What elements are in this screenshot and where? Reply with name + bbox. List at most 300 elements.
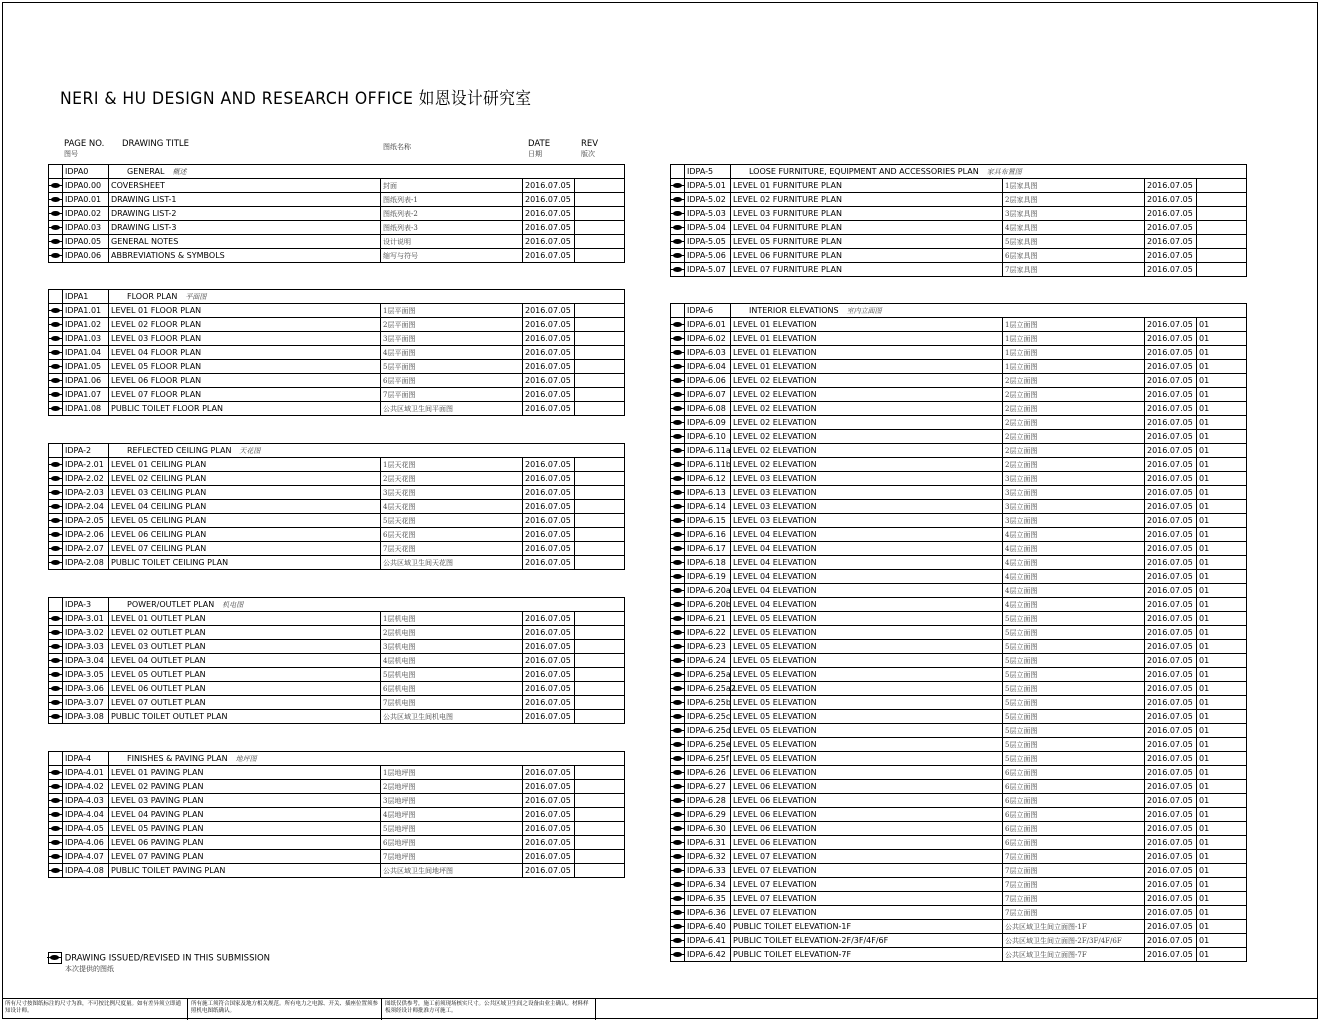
group-title xyxy=(109,290,625,304)
issued-marker-icon xyxy=(673,784,682,789)
drawing-title-cell: LEVEL 05 ELEVATION xyxy=(731,696,1003,710)
page-no-cell: IDPA-6.20a xyxy=(685,584,731,598)
row-marker xyxy=(49,332,63,346)
page-no-cell: IDPA-6.32 xyxy=(685,850,731,864)
row-marker xyxy=(671,710,685,724)
rev-cell: 01 xyxy=(1197,906,1247,920)
date-cell: 2016.07.05 xyxy=(1145,668,1197,682)
date-cell: 2016.07.05 xyxy=(523,780,575,794)
drawing-title-cell: LEVEL 07 PAVING PLAN xyxy=(109,850,381,864)
drawing-title-cell: LEVEL 07 ELEVATION xyxy=(731,850,1003,864)
rev-cell xyxy=(575,346,625,360)
drawing-title-cell: PUBLIC TOILET FLOOR PLAN xyxy=(109,402,381,416)
issued-marker-icon xyxy=(51,658,60,663)
drawing-title-cn-cell: 6层立面图 xyxy=(1003,822,1145,836)
table-row xyxy=(671,249,1247,263)
rev-cell: 01 xyxy=(1197,878,1247,892)
row-marker xyxy=(671,850,685,864)
date-cell: 2016.07.05 xyxy=(1145,640,1197,654)
sheet-group-idpa1 xyxy=(48,289,625,416)
table-row xyxy=(671,598,1247,612)
rev-cell: 01 xyxy=(1197,332,1247,346)
drawing-title-cn-cell: 6层机电图 xyxy=(381,682,523,696)
drawing-title-cn-cell: 5层立面图 xyxy=(1003,654,1145,668)
header-drawing-title-cn: 图纸名称 xyxy=(383,143,411,151)
drawing-title-cn-cell: 2层地坪图 xyxy=(381,780,523,794)
table-row xyxy=(671,724,1247,738)
issued-marker-icon xyxy=(673,448,682,453)
page-no-cell: IDPA-5.06 xyxy=(685,249,731,263)
table-row xyxy=(49,654,625,668)
group-header xyxy=(49,290,625,304)
issued-marker-icon xyxy=(51,392,60,397)
page-no-cell: IDPA1.07 xyxy=(63,388,109,402)
row-marker xyxy=(49,360,63,374)
drawing-title-cn-cell: 5层立面图 xyxy=(1003,626,1145,640)
row-marker xyxy=(49,179,63,193)
drawing-title-cn-cell: 5层立面图 xyxy=(1003,738,1145,752)
table-row xyxy=(49,626,625,640)
issued-marker-icon xyxy=(51,672,60,677)
rev-cell: 01 xyxy=(1197,780,1247,794)
drawing-title-cn-cell: 2层立面图 xyxy=(1003,402,1145,416)
rev-cell xyxy=(575,500,625,514)
drawing-title-cell: PUBLIC TOILET ELEVATION-1F xyxy=(731,920,1003,934)
table-row xyxy=(671,948,1247,962)
drawing-title-cell: LEVEL 06 FURNITURE PLAN xyxy=(731,249,1003,263)
table-row xyxy=(671,235,1247,249)
table-row xyxy=(671,346,1247,360)
date-cell: 2016.07.05 xyxy=(523,808,575,822)
date-cell: 2016.07.05 xyxy=(523,836,575,850)
issued-marker-icon xyxy=(673,924,682,929)
page-no-cell: IDPA-6.13 xyxy=(685,486,731,500)
drawing-title-cell: LEVEL 04 FURNITURE PLAN xyxy=(731,221,1003,235)
rev-cell: 01 xyxy=(1197,752,1247,766)
drawing-title-cell: LEVEL 07 ELEVATION xyxy=(731,878,1003,892)
page-no-cell: IDPA-6.02 xyxy=(685,332,731,346)
page-no-cell: IDPA0.05 xyxy=(63,235,109,249)
table-row xyxy=(671,179,1247,193)
drawing-title-cn-cell: 封面 xyxy=(381,179,523,193)
rev-cell xyxy=(575,556,625,570)
table-row xyxy=(671,500,1247,514)
table-row xyxy=(671,612,1247,626)
table-row xyxy=(49,696,625,710)
rev-cell: 01 xyxy=(1197,402,1247,416)
drawing-title-cn-cell: 1层地坪图 xyxy=(381,766,523,780)
date-cell: 2016.07.05 xyxy=(523,207,575,221)
row-marker xyxy=(671,794,685,808)
page-no-cell: IDPA1.05 xyxy=(63,360,109,374)
rev-cell xyxy=(575,458,625,472)
table-row xyxy=(671,640,1247,654)
issued-marker-icon xyxy=(673,938,682,943)
row-marker xyxy=(49,402,63,416)
row-marker xyxy=(49,626,63,640)
drawing-title-cn-cell: 3层天花图 xyxy=(381,486,523,500)
row-marker xyxy=(671,416,685,430)
group-title xyxy=(731,304,1247,318)
drawing-title-cn-cell: 2层立面图 xyxy=(1003,430,1145,444)
drawing-title-cell: LEVEL 05 PAVING PLAN xyxy=(109,822,381,836)
issued-marker-icon xyxy=(673,420,682,425)
page-no-cell: IDPA1.03 xyxy=(63,332,109,346)
issued-marker-icon xyxy=(673,770,682,775)
drawing-title-cn-cell: 5层立面图 xyxy=(1003,752,1145,766)
row-marker xyxy=(49,193,63,207)
rev-cell: 01 xyxy=(1197,934,1247,948)
row-marker xyxy=(671,654,685,668)
date-cell: 2016.07.05 xyxy=(523,654,575,668)
row-marker xyxy=(671,878,685,892)
issued-marker-icon xyxy=(50,955,59,960)
drawing-title-cell: LEVEL 07 OUTLET PLAN xyxy=(109,696,381,710)
drawing-title-cell: LEVEL 07 FURNITURE PLAN xyxy=(731,263,1003,277)
drawing-title-cell: LEVEL 01 OUTLET PLAN xyxy=(109,612,381,626)
page-no-cell: IDPA-4.06 xyxy=(63,836,109,850)
page-no-cell: IDPA-6.16 xyxy=(685,528,731,542)
issued-marker-icon xyxy=(673,239,682,244)
rev-cell: 01 xyxy=(1197,388,1247,402)
drawing-title-cell: LEVEL 02 ELEVATION xyxy=(731,430,1003,444)
rev-cell xyxy=(575,402,625,416)
group-header xyxy=(671,165,1247,179)
issued-marker-icon xyxy=(51,253,60,258)
row-marker xyxy=(49,458,63,472)
page-no-cell: IDPA-6.25a xyxy=(685,668,731,682)
date-cell: 2016.07.05 xyxy=(523,612,575,626)
page-no-cell: IDPA-6.25e xyxy=(685,738,731,752)
drawing-title-cell: LEVEL 01 FLOOR PLAN xyxy=(109,304,381,318)
page-no-cell: IDPA-5.04 xyxy=(685,221,731,235)
group-header xyxy=(49,752,625,766)
date-cell: 2016.07.05 xyxy=(1145,542,1197,556)
drawing-title-cell: LEVEL 03 FURNITURE PLAN xyxy=(731,207,1003,221)
drawing-title-cell: LEVEL 03 ELEVATION xyxy=(731,472,1003,486)
drawing-title-cell: LEVEL 06 ELEVATION xyxy=(731,822,1003,836)
page-no-cell: IDPA-3.06 xyxy=(63,682,109,696)
date-cell: 2016.07.05 xyxy=(1145,318,1197,332)
date-cell: 2016.07.05 xyxy=(1145,444,1197,458)
page-no-cell: IDPA-6.20b xyxy=(685,598,731,612)
row-marker xyxy=(49,850,63,864)
page-no-cell: IDPA-6.17 xyxy=(685,542,731,556)
page-no-cell: IDPA-6.12 xyxy=(685,472,731,486)
drawing-title-cn-cell: 5层立面图 xyxy=(1003,682,1145,696)
issued-marker-icon xyxy=(673,658,682,663)
group-name: INTERIOR ELEVATIONS xyxy=(749,305,839,315)
date-cell: 2016.07.05 xyxy=(523,388,575,402)
row-marker xyxy=(671,696,685,710)
table-row xyxy=(671,892,1247,906)
table-row xyxy=(49,668,625,682)
table-row xyxy=(671,584,1247,598)
drawing-title-cell: LEVEL 06 ELEVATION xyxy=(731,780,1003,794)
drawing-title-cell: ABBREVIATIONS & SYMBOLS xyxy=(109,249,381,263)
date-cell: 2016.07.05 xyxy=(1145,696,1197,710)
table-row xyxy=(49,193,625,207)
date-cell: 2016.07.05 xyxy=(1145,836,1197,850)
drawing-title-cn-cell: 5层机电图 xyxy=(381,668,523,682)
page-no-cell: IDPA-3.01 xyxy=(63,612,109,626)
issued-marker-icon xyxy=(673,672,682,677)
date-cell: 2016.07.05 xyxy=(1145,556,1197,570)
table-row xyxy=(671,878,1247,892)
page-title: NERI & HU DESIGN AND RESEARCH OFFICE 如恩设计研究室 xyxy=(60,89,532,109)
date-cell: 2016.07.05 xyxy=(1145,682,1197,696)
page-no-cell: IDPA-2.03 xyxy=(63,486,109,500)
rev-cell: 01 xyxy=(1197,668,1247,682)
date-cell: 2016.07.05 xyxy=(1145,808,1197,822)
drawing-title-cell: LEVEL 06 ELEVATION xyxy=(731,836,1003,850)
row-marker xyxy=(671,346,685,360)
date-cell: 2016.07.05 xyxy=(1145,374,1197,388)
page-no-cell: IDPA1.04 xyxy=(63,346,109,360)
table-row xyxy=(671,738,1247,752)
row-marker xyxy=(671,584,685,598)
issued-marker-icon xyxy=(673,253,682,258)
rev-cell xyxy=(575,221,625,235)
row-marker xyxy=(49,500,63,514)
rev-cell xyxy=(575,668,625,682)
row-marker xyxy=(671,598,685,612)
table-row xyxy=(49,528,625,542)
drawing-title-cn-cell: 1层立面图 xyxy=(1003,346,1145,360)
issued-marker-icon xyxy=(673,910,682,915)
date-cell: 2016.07.05 xyxy=(1145,878,1197,892)
table-row xyxy=(49,500,625,514)
page-no-cell: IDPA-6.36 xyxy=(685,906,731,920)
date-cell: 2016.07.05 xyxy=(1145,766,1197,780)
drawing-title-cn-cell: 7层立面图 xyxy=(1003,850,1145,864)
table-row xyxy=(671,486,1247,500)
drawing-title-cn-cell: 2层立面图 xyxy=(1003,458,1145,472)
page-no-cell: IDPA-4.08 xyxy=(63,864,109,878)
drawing-title-cn-cell: 7层平面图 xyxy=(381,388,523,402)
drawing-title-cn-cell: 缩写与符号 xyxy=(381,249,523,263)
drawing-title-cell: LEVEL 06 ELEVATION xyxy=(731,808,1003,822)
drawing-title-cell: LEVEL 06 PAVING PLAN xyxy=(109,836,381,850)
drawing-title-cn-cell: 3层地坪图 xyxy=(381,794,523,808)
table-row xyxy=(671,654,1247,668)
page-no-cell: IDPA0.02 xyxy=(63,207,109,221)
sheet-group-idpa-6 xyxy=(670,303,1247,962)
drawing-title-cell: LEVEL 04 ELEVATION xyxy=(731,570,1003,584)
drawing-title-cell: LEVEL 02 ELEVATION xyxy=(731,458,1003,472)
drawing-title-cell: LEVEL 03 ELEVATION xyxy=(731,514,1003,528)
drawing-title-cell: LEVEL 04 CEILING PLAN xyxy=(109,500,381,514)
issued-marker-icon xyxy=(51,378,60,383)
date-cell: 2016.07.05 xyxy=(523,514,575,528)
row-marker xyxy=(49,612,63,626)
issued-marker-icon xyxy=(673,714,682,719)
row-marker xyxy=(49,794,63,808)
issued-marker-icon xyxy=(673,183,682,188)
drawing-title-cn-cell: 6层地坪图 xyxy=(381,836,523,850)
issued-marker-icon xyxy=(673,392,682,397)
page-no-cell: IDPA-6.04 xyxy=(685,360,731,374)
issued-marker-icon xyxy=(673,322,682,327)
table-row xyxy=(49,304,625,318)
drawing-title-cell: LEVEL 02 ELEVATION xyxy=(731,444,1003,458)
rev-cell xyxy=(575,612,625,626)
row-marker xyxy=(49,486,63,500)
drawing-title-cell: LEVEL 02 ELEVATION xyxy=(731,416,1003,430)
drawing-title-cell: LEVEL 04 OUTLET PLAN xyxy=(109,654,381,668)
date-cell: 2016.07.05 xyxy=(1145,598,1197,612)
issued-marker-icon xyxy=(51,490,60,495)
drawing-title-cell: LEVEL 04 FLOOR PLAN xyxy=(109,346,381,360)
page-no-cell: IDPA-6.23 xyxy=(685,640,731,654)
issued-marker-icon xyxy=(51,854,60,859)
drawing-title-cell: PUBLIC TOILET OUTLET PLAN xyxy=(109,710,381,724)
date-cell: 2016.07.05 xyxy=(1145,920,1197,934)
group-name-cn: 家具布置图 xyxy=(986,167,1022,176)
table-row xyxy=(49,864,625,878)
drawing-title-cell: LEVEL 04 ELEVATION xyxy=(731,542,1003,556)
drawing-title-cn-cell: 图纸列表-1 xyxy=(381,193,523,207)
row-marker xyxy=(49,514,63,528)
page-no-cell: IDPA-6.25c xyxy=(685,710,731,724)
issued-marker-icon xyxy=(673,882,682,887)
group-id: IDPA0 xyxy=(63,165,109,179)
row-marker xyxy=(49,654,63,668)
drawing-title-cell: LEVEL 07 ELEVATION xyxy=(731,906,1003,920)
issued-marker-icon xyxy=(673,197,682,202)
row-marker xyxy=(49,235,63,249)
row-marker xyxy=(671,430,685,444)
date-cell: 2016.07.05 xyxy=(1145,892,1197,906)
table-row xyxy=(671,710,1247,724)
row-marker xyxy=(671,612,685,626)
page-no-cell: IDPA1.08 xyxy=(63,402,109,416)
page-no-cell: IDPA-4.05 xyxy=(63,822,109,836)
table-row xyxy=(671,934,1247,948)
rev-cell xyxy=(575,710,625,724)
table-row xyxy=(671,864,1247,878)
date-cell: 2016.07.05 xyxy=(1145,948,1197,962)
drawing-title-cell: LEVEL 06 CEILING PLAN xyxy=(109,528,381,542)
issued-marker-icon xyxy=(673,952,682,957)
drawing-title-cell: LEVEL 01 ELEVATION xyxy=(731,346,1003,360)
issued-marker-icon xyxy=(51,225,60,230)
footer-note-1: 所有尺寸按图纸标注的尺寸为准，不可按比例尺度量。如有差异须立即通知设计师。 xyxy=(2,999,188,1020)
page-no-cell: IDPA-6.10 xyxy=(685,430,731,444)
row-marker xyxy=(671,864,685,878)
drawing-title-cn-cell: 公共区域卫生间立面图-7F xyxy=(1003,948,1145,962)
rev-cell: 01 xyxy=(1197,808,1247,822)
sheet-group-idpa-2 xyxy=(48,443,625,570)
page-no-cell: IDPA-6.06 xyxy=(685,374,731,388)
date-cell: 2016.07.05 xyxy=(1145,584,1197,598)
date-cell: 2016.07.05 xyxy=(523,850,575,864)
table-row xyxy=(49,850,625,864)
row-marker xyxy=(671,235,685,249)
group-name-cn: 室内立面图 xyxy=(846,306,882,315)
page-no-cell: IDPA-6.31 xyxy=(685,836,731,850)
drawing-title-cn-cell: 5层家具图 xyxy=(1003,235,1145,249)
row-marker xyxy=(49,346,63,360)
page-no-cell: IDPA-6.26 xyxy=(685,766,731,780)
drawing-title-cn-cell: 2层天花图 xyxy=(381,472,523,486)
rev-cell: 01 xyxy=(1197,374,1247,388)
drawing-title-cn-cell: 3层立面图 xyxy=(1003,472,1145,486)
page-no-cell: IDPA-3.07 xyxy=(63,696,109,710)
rev-cell: 01 xyxy=(1197,346,1247,360)
row-marker xyxy=(671,752,685,766)
drawing-title-cell: LEVEL 02 CEILING PLAN xyxy=(109,472,381,486)
rev-cell: 01 xyxy=(1197,892,1247,906)
row-marker xyxy=(671,500,685,514)
table-row xyxy=(671,514,1247,528)
row-marker xyxy=(49,682,63,696)
group-name: POWER/OUTLET PLAN xyxy=(127,599,215,609)
drawing-title-cell: LEVEL 01 ELEVATION xyxy=(731,318,1003,332)
drawing-title-cell: LEVEL 01 ELEVATION xyxy=(731,332,1003,346)
rev-cell: 01 xyxy=(1197,444,1247,458)
page-no-cell: IDPA-6.27 xyxy=(685,780,731,794)
date-cell: 2016.07.05 xyxy=(523,332,575,346)
drawing-title-cn-cell: 7层机电图 xyxy=(381,696,523,710)
drawing-title-cn-cell: 5层立面图 xyxy=(1003,696,1145,710)
table-row xyxy=(671,850,1247,864)
issued-marker-icon xyxy=(51,322,60,327)
drawing-title-cn-cell: 1层机电图 xyxy=(381,612,523,626)
page-no-cell: IDPA-6.22 xyxy=(685,626,731,640)
page-no-cell: IDPA-5.01 xyxy=(685,179,731,193)
table-row xyxy=(671,822,1247,836)
rev-cell: 01 xyxy=(1197,654,1247,668)
page-no-cell: IDPA-6.08 xyxy=(685,402,731,416)
rev-cell xyxy=(575,528,625,542)
table-row xyxy=(49,486,625,500)
row-marker xyxy=(671,724,685,738)
drawing-title-cn-cell: 6层天花图 xyxy=(381,528,523,542)
drawing-title-cell: DRAWING LIST-3 xyxy=(109,221,381,235)
row-marker xyxy=(49,221,63,235)
date-cell: 2016.07.05 xyxy=(1145,724,1197,738)
date-cell: 2016.07.05 xyxy=(1145,388,1197,402)
date-cell: 2016.07.05 xyxy=(523,221,575,235)
rev-cell: 01 xyxy=(1197,430,1247,444)
table-row xyxy=(671,332,1247,346)
issued-marker-icon xyxy=(673,896,682,901)
rev-cell xyxy=(575,179,625,193)
date-cell: 2016.07.05 xyxy=(1145,458,1197,472)
drawing-title-cell: LEVEL 06 ELEVATION xyxy=(731,794,1003,808)
drawing-title-cell: PUBLIC TOILET PAVING PLAN xyxy=(109,864,381,878)
rev-cell: 01 xyxy=(1197,682,1247,696)
rev-cell xyxy=(575,654,625,668)
issued-marker-icon xyxy=(673,364,682,369)
date-cell: 2016.07.05 xyxy=(1145,626,1197,640)
drawing-title-cn-cell: 5层立面图 xyxy=(1003,640,1145,654)
issued-marker-icon xyxy=(51,770,60,775)
drawing-title-cn-cell: 图纸列表-2 xyxy=(381,207,523,221)
table-row xyxy=(49,542,625,556)
drawing-title-cn-cell: 1层立面图 xyxy=(1003,318,1145,332)
drawing-title-cn-cell: 6层平面图 xyxy=(381,374,523,388)
page-no-cell: IDPA-6.14 xyxy=(685,500,731,514)
page-no-cell: IDPA-6.25a2 xyxy=(685,682,731,696)
date-cell: 2016.07.05 xyxy=(523,346,575,360)
group-id: IDPA-4 xyxy=(63,752,109,766)
drawing-title-cell: LEVEL 03 FLOOR PLAN xyxy=(109,332,381,346)
header-page-no: PAGE NO. 图号 xyxy=(64,139,105,158)
page-no-cell: IDPA0.00 xyxy=(63,179,109,193)
rev-cell: 01 xyxy=(1197,416,1247,430)
